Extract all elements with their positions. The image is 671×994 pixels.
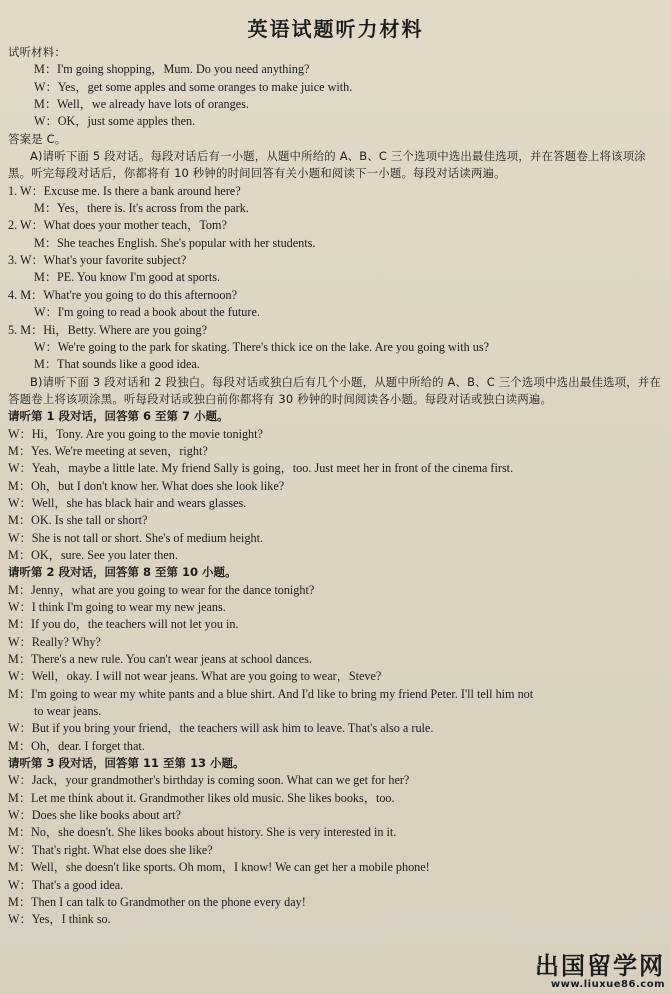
dialog-line: W：Hi，Tony. Are you going to the movie tonight? [8, 426, 263, 441]
sample-line: W：OK，just some apples then. [34, 114, 196, 129]
dialog-line: W：I think I'm going to wear my new jeans. [8, 600, 226, 614]
dialog-line: W：I'm going to read a book about the future. [34, 305, 260, 320]
dialog-line: 3. W：What's your favorite subject? [8, 253, 187, 268]
dialog-line: M：She teaches English. She's popular with her students. [34, 235, 316, 250]
dialog-line: 1. W：Excuse me. Is there a bank around here? [8, 183, 241, 198]
dialog-line: W：We're going to the park for skating. There's thick ice on the lake. Are you going with us? [34, 339, 490, 354]
dialog-line: M：Oh，dear. I forget that. [8, 738, 145, 753]
dialog-line: M：Then I can talk to Grandmother on the phone every day! [8, 894, 306, 909]
answer-line: 答案是 C。 [8, 131, 67, 146]
section-b-instructions: B)请听下面 3 段对话和 2 段独白。每段对话或独白后有几个小题，从题中所给的 A、B、C 三个选项中选出最佳选项，并在答题卷上将该项涂黑。听每段对话或独白前你都将有 30 秒钟的时间阅读各小题。每段对话或独白读两遍。 [8, 374, 661, 406]
page-title: 英语试题听力材料 [247, 17, 424, 41]
sample-label: 试听材料： [8, 45, 66, 59]
dialog-line: M：No，she doesn't. She likes books about history. She is very interested in it. [8, 825, 397, 840]
sample-line: W：Yes，get some apples and some oranges to make juice with. [34, 79, 353, 94]
section-a-instructions: A)请听下面 5 段对话。每段对话后有一小题，从题中所给的 A、B、C 三个选项中选出最佳选项，并在答题卷上将该项涂黑。听完每段对话后，你都将有 10 秒钟的时间回答有关小题和阅读下一小题。每段对话读两遍。 [8, 149, 646, 181]
dialog-2-heading: 请听第 2 段对话，回答第 8 至第 10 小题。 [8, 565, 237, 580]
dialog-line: M：Well，she doesn't like sports. Oh mom，I know! We can get her a mobile phone! [8, 860, 430, 875]
sample-line: M：Well，we already have lots of oranges. [34, 97, 249, 112]
dialog-line: 2. W：What does your mother teach，Tom? [8, 218, 227, 233]
dialog-line: W：Well，she has black hair and wears glasses. [8, 495, 247, 510]
dialog-line: M：That sounds like a good idea. [34, 357, 200, 372]
dialog-line: W：Yeah，maybe a little late. My friend Sally is going，too. Just meet her in front of the cinema first. [8, 461, 514, 476]
dialog-line: M：OK. Is she tall or short? [8, 513, 148, 528]
dialog-line: W：Jack，your grandmother's birthday is coming soon. What can we get for her? [8, 773, 410, 788]
dialog-line: W：That's right. What else does she like? [8, 842, 213, 857]
watermark-logo-text: 出国留学网 [535, 952, 665, 980]
dialog-line: W：She is not tall or short. She's of medium height. [8, 530, 264, 545]
dialog-line: W：That's a good idea. [8, 877, 124, 892]
dialog-line: M：OK，sure. See you later then. [8, 547, 178, 562]
dialog-1-heading: 请听第 1 段对话，回答第 6 至第 7 小题。 [8, 409, 229, 424]
dialog-line: W：Does she like books about art? [8, 808, 181, 823]
dialog-line: M：PE. You know I'm good at sports. [34, 270, 221, 285]
dialog-line: M：There's a new rule. You can't wear jeans at school dances. [8, 652, 312, 667]
dialog-line: 4. M：What're you going to do this afternoon? [8, 287, 237, 302]
dialog-line-continued: to wear jeans. [34, 704, 102, 719]
site-watermark [535, 953, 665, 990]
dialog-line: M：Let me think about it. Grandmother likes old music. She likes books，too. [8, 790, 395, 805]
dialog-line: W：Really? Why? [8, 634, 101, 649]
dialog-line: M：Oh，but I don't know her. What does she look like? [8, 478, 285, 493]
dialog-line: W：Yes，I think so. [8, 912, 111, 927]
dialog-line: W：Well，okay. I will not wear jeans. What are you going to wear，Steve? [8, 669, 382, 684]
dialog-line: M：Yes. We're meeting at seven，right? [8, 443, 208, 458]
dialog-3-heading: 请听第 3 段对话，回答第 11 至第 13 小题。 [8, 756, 245, 771]
dialog-line: M：I'm going to wear my white pants and a blue shirt. And I'd like to bring my friend Peter. I'll tell him not [8, 686, 534, 701]
dialog-line: M：Jenny，what are you going to wear for the dance tonight? [8, 582, 315, 597]
sample-line: M：I'm going shopping，Mum. Do you need anything? [34, 62, 310, 77]
watermark-url: www.liuxue86.com [550, 979, 665, 990]
dialog-line: W：But if you bring your friend，the teachers will ask him to leave. That's also a rule. [8, 721, 434, 736]
document-body [8, 44, 668, 929]
dialog-line: 5. M：Hi，Betty. Where are you going? [8, 322, 208, 337]
dialog-line: M：If you do，the teachers will not let you in. [8, 617, 239, 632]
dialog-line: M：Yes，there is. It's across from the park. [34, 201, 249, 216]
